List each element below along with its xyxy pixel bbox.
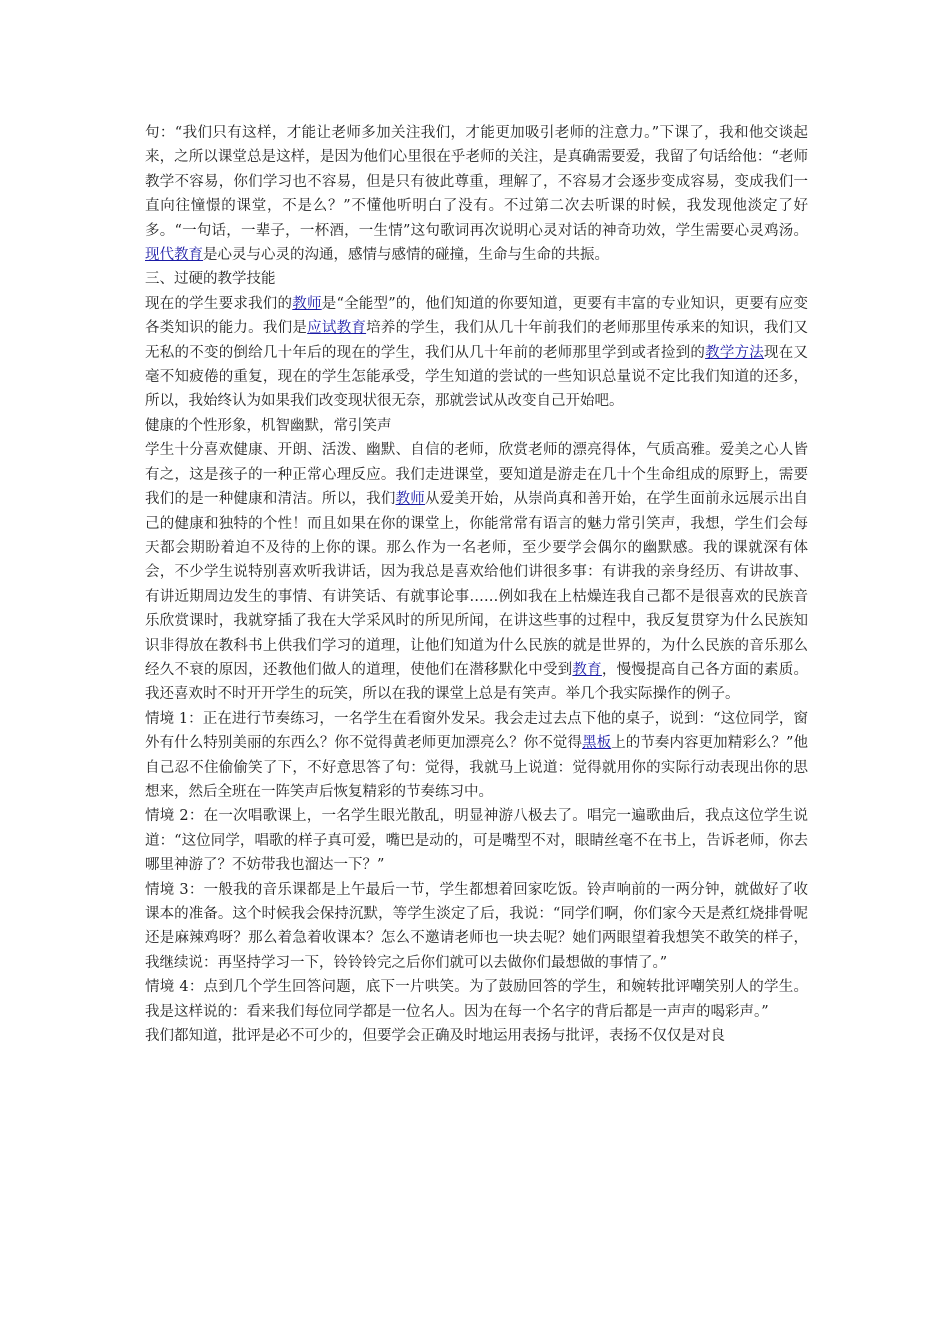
text-run: 我们都知道，批评是必不可少的，但要学会正确及时地运用表扬与批评，表扬不仅仅是对良	[145, 1028, 725, 1045]
paragraph-scenario-1	[145, 707, 808, 805]
inline-link[interactable]: 教育	[572, 661, 602, 678]
paragraph-scenario-3	[145, 878, 808, 976]
inline-link[interactable]: 教学方法	[705, 344, 765, 361]
text-run: 学生十分喜欢健康、开朗、活泼、幽默、自信的老师，欣赏老师的漂亮得体，气质高雅。爱美之心人皆有之，这是孩子的一种正常心理反应。我们走进课堂，要知道是游走在几十个生命组成的原野上，需要我们的是一种健康和清洁。所以，我们	[145, 442, 808, 508]
inline-link[interactable]: 现代教育	[145, 247, 203, 264]
text-run: 现在又毫不知疲倦的重复，现在的学生怎能承受，学生知道的尝试的一些知识总量说不定比我们知道的还多，所以，我始终认为如果我们改变现状很无奈，那就尝试从改变自己开始吧。	[145, 344, 809, 410]
paragraph-scenario-2	[145, 804, 808, 877]
text-run: 情境 1：正在进行节奏练习，一名学生在看窗外发呆。我会走过去点下他的桌子，说到：“这位同学，窗外有什么特别美丽的东西么？你不觉得黄老师更加漂亮么？你不觉得	[145, 710, 808, 752]
paragraph-praise-criticism	[145, 1024, 808, 1048]
paragraph-all-round-teacher	[145, 292, 808, 414]
text-run: 培养的学生，我们从几十年前我们的老师那里传承来的知识，我们又无私的不变的倒给几十年后的现在的学生，我们从几十年前的老师那里学到或者捡到的	[145, 320, 809, 361]
text-run: 从爱美开始，从崇尚真和善开始，在学生面前永远展示出自己的健康和独特的个性！而且如果在你的课堂上，你能常常有语言的魅力常引笑声，我想，学生们会每天都会期盼着迫不及待的上你的课。那么作为一名老师，至少要学会偶尔的幽默感。我的课就深有体会，不少学生说特别喜欢听我讲话，因为我总是喜欢给他们讲很多事：有讲我的亲身经历、有讲故事、有讲近期周边发生的事情、有讲笑话、有就事论事……例如我在上枯燥连我自己都不是很喜欢的民族音乐欣赏课时，我就穿插了我在大学采风时的所见所闻，在讲这些事的过程中，我反复贯穿为什么民族知识非得放在教科书上供我们学习的道理，让他们知道为什么民族的就是世界的，为什么民族的音乐那么经久不衰的原因，还教他们做人的道理，使他们在潜移默化中受到	[145, 491, 809, 678]
text-run: 是“全能型”的，他们知道的你要知道，更要有丰富的专业知识，更要有应变各类知识的能力。我们是	[145, 295, 809, 337]
paragraph-scenario-4	[145, 975, 808, 1024]
section-heading-teaching-skills	[145, 267, 808, 291]
paragraph-humor	[145, 438, 808, 706]
document-body	[145, 121, 808, 1048]
text-run: ，慢慢提高自己各方面的素质。我还喜欢时不时开开学生的玩笑，所以在我的课堂上总是有笑声。举几个我实际操作的例子。	[145, 661, 809, 703]
text-run: 情境 4：点到几个学生回答问题，底下一片哄笑。为了鼓励回答的学生，和婉转批评嘲笑别人的学生。我是这样说的：看来我们每位同学都是一位名人。因为在每一个名字的背后都是一声声的喝彩声。”	[145, 979, 808, 1020]
text-run: 句：“我们只有这样，才能让老师多加关注我们，才能更加吸引老师的注意力。”下课了，我和他交谈起来，之所以课堂总是这样，是因为他们心里很在乎老师的关注，是真确需要爱，我留了句话给他：“老师教学不容易，你们学习也不容易，但是只有彼此尊重，理解了，不容易才会逐步变成容易，变成我们一直向往憧憬的课堂，不是么？”不懂他听明白了没有。不过第二次去听课的时候，我发现他淡定了好多。“一句话，一辈子，一杯酒，一生情”这句歌词再次说明心灵对话的神奇功效，学生需要心灵鸡汤。	[145, 125, 808, 239]
inline-link[interactable]: 教师	[395, 491, 426, 508]
text-run: 上的节奏内容更加精彩么？”他自己忍不住偷偷笑了下，不好意思答了句：觉得，我就马上说道：觉得就用你的实际行动表现出你的思想来，然后全班在一阵笑声后恢复精彩的节奏练习中。	[145, 735, 809, 800]
text-run: 情境 3：一般我的音乐课都是上午最后一节，学生都想着回家吃饭。铃声响前的一两分钟，就做好了收课本的准备。这个时候我会保持沉默，等学生淡定了后，我说：“同学们啊，你们家今天是煮红烧排骨呢还是麻辣鸡呀？那么着急着收课本？怎么不邀请老师也一块去呢？她们两眼望着我想笑不敢笑的样子，我继续说：再坚持学习一下，铃铃铃完之后你们就可以去做你们最想做的事情了。”	[145, 881, 808, 971]
text-run: 情境 2：在一次唱歌课上，一名学生眼光散乱，明显神游八极去了。唱完一遍歌曲后，我点这位学生说道：“这位同学，唱歌的样子真可爱，嘴巴是动的，可是嘴型不对，眼睛丝毫不在书上，告诉老师，你去哪里神游了？不妨带我也溜达一下？”	[145, 808, 808, 874]
text-run: 三、过硬的教学技能	[145, 271, 276, 288]
text-run: 健康的个性形象，机智幽默，常引笑声	[145, 417, 392, 434]
inline-link[interactable]: 应试教育	[307, 320, 367, 337]
paragraph-dialogue	[145, 121, 808, 267]
text-run: 是心灵与心灵的沟通，感情与感情的碰撞，生命与生命的共振。	[203, 247, 609, 264]
subheading-image-humor	[145, 414, 808, 438]
inline-link[interactable]: 教师	[292, 295, 322, 312]
text-run: 现在的学生要求我们的	[145, 295, 293, 312]
inline-link[interactable]: 黑板	[582, 735, 612, 752]
